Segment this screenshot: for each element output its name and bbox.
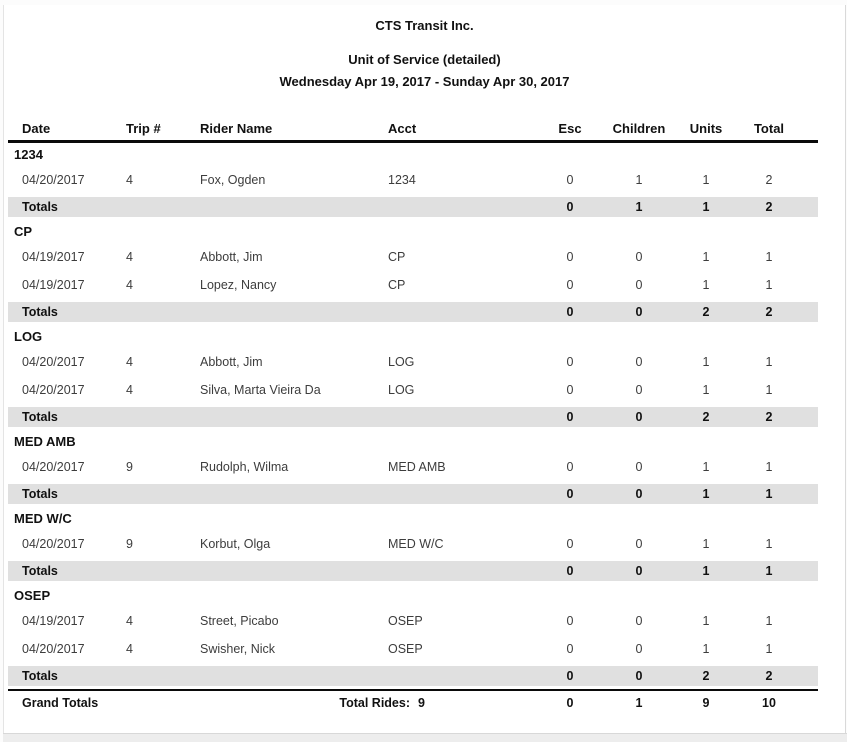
column-header-rider-name: Rider Name (200, 120, 273, 136)
cell-children: 0 (635, 355, 643, 369)
cell-date: 04/20/2017 (22, 537, 85, 551)
total-rides-label: Total Rides: (339, 696, 410, 710)
cell-acct: CP (388, 278, 406, 292)
cell-rider-name: Fox, Ogden (200, 173, 266, 187)
cell-acct: OSEP (388, 614, 423, 628)
cell-acct: 1234 (388, 173, 416, 187)
column-header-total: Total (753, 120, 785, 136)
cell-esc: 0 (566, 460, 574, 474)
group-header-label: MED W/C (14, 511, 72, 526)
cell-rider-name: Street, Picabo (200, 614, 279, 628)
cell-trip: 9 (126, 537, 133, 551)
group-totals-row (8, 484, 818, 504)
cell-total: 2 (765, 173, 773, 187)
cell-trip: 9 (126, 460, 133, 474)
cell-units: 1 (702, 460, 710, 474)
table-row (8, 607, 818, 635)
totals-units: 2 (702, 305, 710, 319)
totals-esc: 0 (566, 200, 574, 214)
totals-children: 0 (635, 487, 643, 501)
cell-units: 1 (702, 278, 710, 292)
cell-esc: 0 (566, 250, 574, 264)
column-header-acct: Acct (388, 120, 417, 136)
totals-units: 1 (702, 487, 710, 501)
totals-total: 2 (765, 410, 773, 424)
account-group-med-wc (8, 507, 845, 581)
cell-rider-name: Rudolph, Wilma (200, 460, 289, 474)
table-header-row (8, 117, 818, 139)
cell-date: 04/19/2017 (22, 278, 85, 292)
cell-rider-name: Abbott, Jim (200, 355, 263, 369)
group-totals-row (8, 561, 818, 581)
cell-units: 1 (702, 173, 710, 187)
column-header-date: Date (22, 120, 51, 136)
account-group-osep (8, 584, 845, 686)
cell-date: 04/19/2017 (22, 250, 85, 264)
cell-esc: 0 (566, 278, 574, 292)
cell-acct: OSEP (388, 642, 423, 656)
totals-total: 2 (765, 669, 773, 683)
cell-esc: 0 (566, 355, 574, 369)
total-rides-value: 9 (418, 696, 425, 710)
totals-label: Totals (22, 410, 58, 424)
totals-label: Totals (22, 305, 58, 319)
totals-label: Totals (22, 200, 58, 214)
cell-rider-name: Lopez, Nancy (200, 278, 277, 292)
cell-total: 1 (765, 278, 773, 292)
cell-children: 1 (635, 173, 643, 187)
cell-children: 0 (635, 537, 643, 551)
totals-children: 0 (635, 669, 643, 683)
cell-units: 1 (702, 250, 710, 264)
group-header-label: OSEP (14, 588, 51, 603)
cell-trip: 4 (126, 383, 133, 397)
grand-totals-esc: 0 (566, 696, 574, 710)
group-totals-row (8, 302, 818, 322)
page-bottom-edge (3, 733, 847, 742)
totals-units: 2 (702, 410, 710, 424)
cell-children: 0 (635, 460, 643, 474)
group-totals-row (8, 666, 818, 686)
grand-totals-label: Grand Totals (22, 696, 99, 710)
cell-children: 0 (635, 278, 643, 292)
report-table (8, 117, 845, 715)
cell-esc: 0 (566, 537, 574, 551)
totals-esc: 0 (566, 487, 574, 501)
cell-children: 0 (635, 250, 643, 264)
table-row (8, 166, 818, 194)
group-totals-row (8, 407, 818, 427)
group-header-label: CP (14, 224, 33, 239)
group-totals-row (8, 197, 818, 217)
group-header-label: MED AMB (14, 434, 76, 449)
table-row (8, 243, 818, 271)
totals-esc: 0 (566, 305, 574, 319)
table-row (8, 530, 818, 558)
group-header-label: LOG (14, 329, 43, 344)
cell-acct: MED W/C (388, 537, 444, 551)
cell-date: 04/20/2017 (22, 383, 85, 397)
totals-total: 1 (765, 487, 773, 501)
totals-esc: 0 (566, 410, 574, 424)
totals-units: 2 (702, 669, 710, 683)
account-group-med-amb (8, 430, 845, 504)
cell-rider-name: Abbott, Jim (200, 250, 263, 264)
grand-totals-children: 1 (635, 696, 643, 710)
table-row (8, 453, 818, 481)
cell-esc: 0 (566, 642, 574, 656)
cell-acct: MED AMB (388, 460, 446, 474)
cell-total: 1 (765, 383, 773, 397)
column-header-children: Children (612, 120, 666, 136)
cell-total: 1 (765, 614, 773, 628)
cell-children: 0 (635, 383, 643, 397)
cell-trip: 4 (126, 642, 133, 656)
cell-esc: 0 (566, 614, 574, 628)
cell-date: 04/20/2017 (22, 460, 85, 474)
cell-children: 0 (635, 614, 643, 628)
cell-trip: 4 (126, 173, 133, 187)
cell-children: 0 (635, 642, 643, 656)
cell-units: 1 (702, 642, 710, 656)
totals-label: Totals (22, 669, 58, 683)
cell-date: 04/20/2017 (22, 173, 85, 187)
cell-acct: LOG (388, 355, 415, 369)
column-header-trip: Trip # (126, 120, 161, 136)
grand-totals-row (8, 691, 818, 715)
cell-units: 1 (702, 614, 710, 628)
cell-units: 1 (702, 537, 710, 551)
totals-children: 0 (635, 410, 643, 424)
cell-trip: 4 (126, 278, 133, 292)
cell-date: 04/20/2017 (22, 355, 85, 369)
report-title-block (4, 5, 845, 89)
cell-esc: 0 (566, 383, 574, 397)
cell-esc: 0 (566, 173, 574, 187)
cell-date: 04/20/2017 (22, 642, 85, 656)
cell-units: 1 (702, 355, 710, 369)
cell-total: 1 (765, 642, 773, 656)
totals-children: 0 (635, 305, 643, 319)
group-header-label: 1234 (14, 147, 43, 162)
cell-rider-name: Korbut, Olga (200, 537, 271, 551)
cell-trip: 4 (126, 250, 133, 264)
totals-total: 2 (765, 305, 773, 319)
table-row (8, 635, 818, 663)
cell-total: 1 (765, 250, 773, 264)
account-group-1234 (8, 143, 845, 217)
totals-children: 0 (635, 564, 643, 578)
totals-total: 1 (765, 564, 773, 578)
table-row (8, 271, 818, 299)
totals-total: 2 (765, 200, 773, 214)
report-title: Unit of Service (detailed) (348, 52, 501, 67)
totals-label: Totals (22, 487, 58, 501)
cell-total: 1 (765, 460, 773, 474)
account-group-log (8, 325, 845, 427)
report-page (3, 5, 846, 734)
cell-total: 1 (765, 537, 773, 551)
cell-trip: 4 (126, 614, 133, 628)
cell-trip: 4 (126, 355, 133, 369)
grand-totals-units: 9 (702, 696, 710, 710)
table-row (8, 348, 818, 376)
totals-units: 1 (702, 200, 710, 214)
totals-esc: 0 (566, 564, 574, 578)
company-name: CTS Transit Inc. (375, 18, 474, 33)
report-date-range: Wednesday Apr 19, 2017 - Sunday Apr 30, 2017 (279, 74, 570, 89)
cell-units: 1 (702, 383, 710, 397)
cell-acct: LOG (388, 383, 415, 397)
cell-total: 1 (765, 355, 773, 369)
cell-acct: CP (388, 250, 406, 264)
account-group-cp (8, 220, 845, 322)
table-row (8, 376, 818, 404)
totals-label: Totals (22, 564, 58, 578)
totals-children: 1 (635, 200, 643, 214)
totals-esc: 0 (566, 669, 574, 683)
column-header-units: Units (689, 120, 723, 136)
cell-rider-name: Swisher, Nick (200, 642, 276, 656)
cell-date: 04/19/2017 (22, 614, 85, 628)
totals-units: 1 (702, 564, 710, 578)
grand-totals-total: 10 (762, 696, 776, 710)
column-header-esc: Esc (558, 120, 582, 136)
cell-rider-name: Silva, Marta Vieira Da (200, 383, 321, 397)
